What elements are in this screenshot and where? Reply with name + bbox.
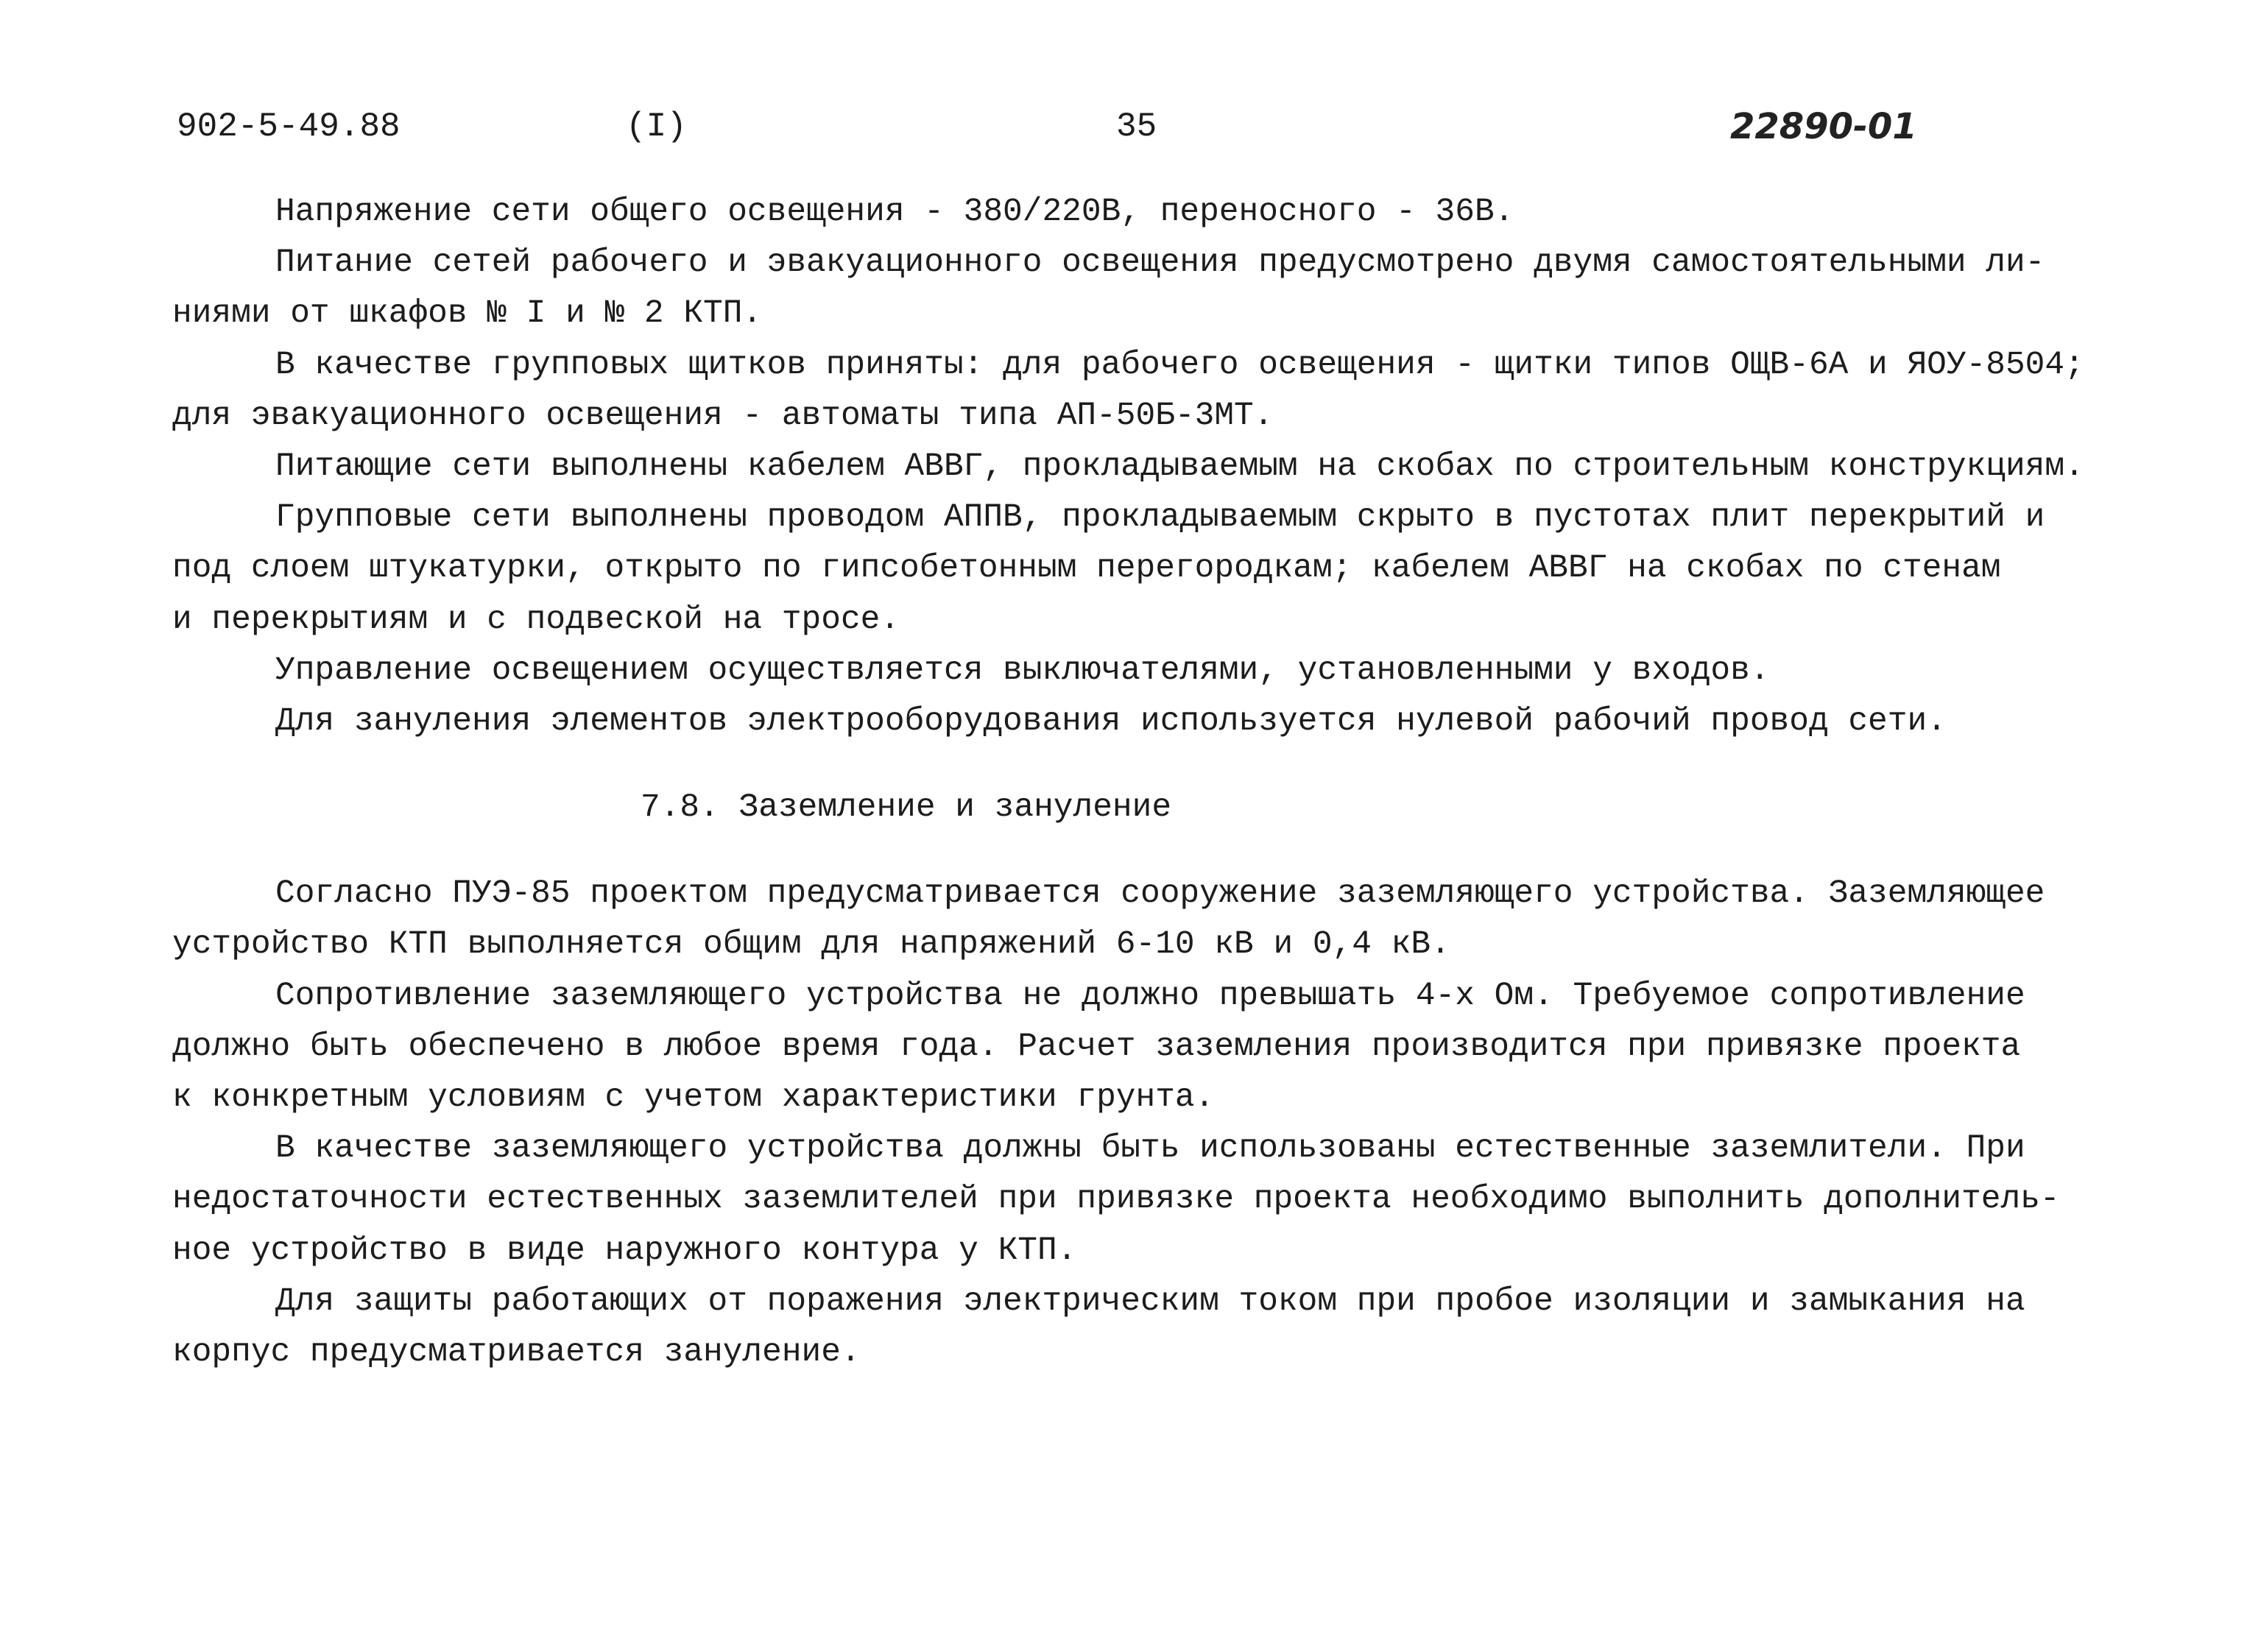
text-line: к конкретным условиям с учетом характеристики грунта. <box>172 1079 1215 1116</box>
text-line: должно быть обеспечено в любое время года. Расчет заземления производится при привязке проекта <box>172 1028 2021 1065</box>
text-line: В качестве групповых щитков приняты: для рабочего освещения - щитки типов ОЩВ-6А и ЯОУ-8504; <box>275 346 2084 384</box>
text-line: ниями от шкафов № I и № 2 КТП. <box>172 295 763 333</box>
spacer <box>172 833 2145 869</box>
text-line: Для защиты работающих от поражения электрическим током при пробое изоляции и замыкания на <box>275 1282 2025 1320</box>
text-line: недостаточности естественных заземлителей при привязке проекта необходимо выполнить дополнитель- <box>172 1181 2060 1218</box>
text-line: Управление освещением осуществляется выключателями, установленными у входов. <box>275 652 1770 689</box>
text-line: ное устройство в виде наружного контура у КТП. <box>172 1232 1077 1269</box>
text-line: Для зануления элементов электрооборудования используется нулевой рабочий провод сети. <box>275 702 1947 740</box>
text-line: корпус предусматривается зануление. <box>172 1333 861 1371</box>
text-line: и перекрытиям и с подвеской на тросе. <box>172 601 900 638</box>
spacer <box>172 747 2145 783</box>
section-heading: 7.8. Заземление и зануление <box>641 789 1172 827</box>
text-line: Питание сетей рабочего и эвакуационного освещения предусмотрено двумя самостоятельными ли- <box>275 244 2045 282</box>
text-line: Напряжение сети общего освещения - 380/220В, переносного - 36В. <box>275 194 1514 230</box>
document-part: (I) <box>626 107 687 146</box>
text-line: для эвакуационного освещения - автоматы типа АП-50Б-3МТ. <box>172 397 1274 434</box>
text-line: Согласно ПУЭ-85 проектом предусматривается сооружение заземляющего устройства. Заземляющее <box>275 875 2045 913</box>
handwritten-archive-number: 22890-01 <box>1730 106 1917 147</box>
text-line: устройство КТП выполняется общим для напряжений 6-10 кВ и 0,4 кВ. <box>172 926 1450 964</box>
document-code: 902-5-49.88 <box>177 107 401 146</box>
page-number: 35 <box>1116 107 1157 146</box>
document-body <box>172 187 2145 1378</box>
text-line: Питающие сети выполнены кабелем АВВГ, прокладываемым на скобах по строительным конструкциям. <box>275 448 2084 485</box>
text-line: под слоем штукатурки, открыто по гипсобетонным перегородкам; кабелем АВВГ на скобах по стенам <box>172 550 2001 587</box>
text-line: В качестве заземляющего устройства должны быть использованы естественные заземлители. При <box>275 1130 2025 1168</box>
text-line: Сопротивление заземляющего устройства не должно превышать 4-х Ом. Требуемое сопротивление <box>275 977 2025 1014</box>
text-line: Групповые сети выполнены проводом АППВ, прокладываемым скрыто в пустотах плит перекрытий и <box>275 499 2045 537</box>
